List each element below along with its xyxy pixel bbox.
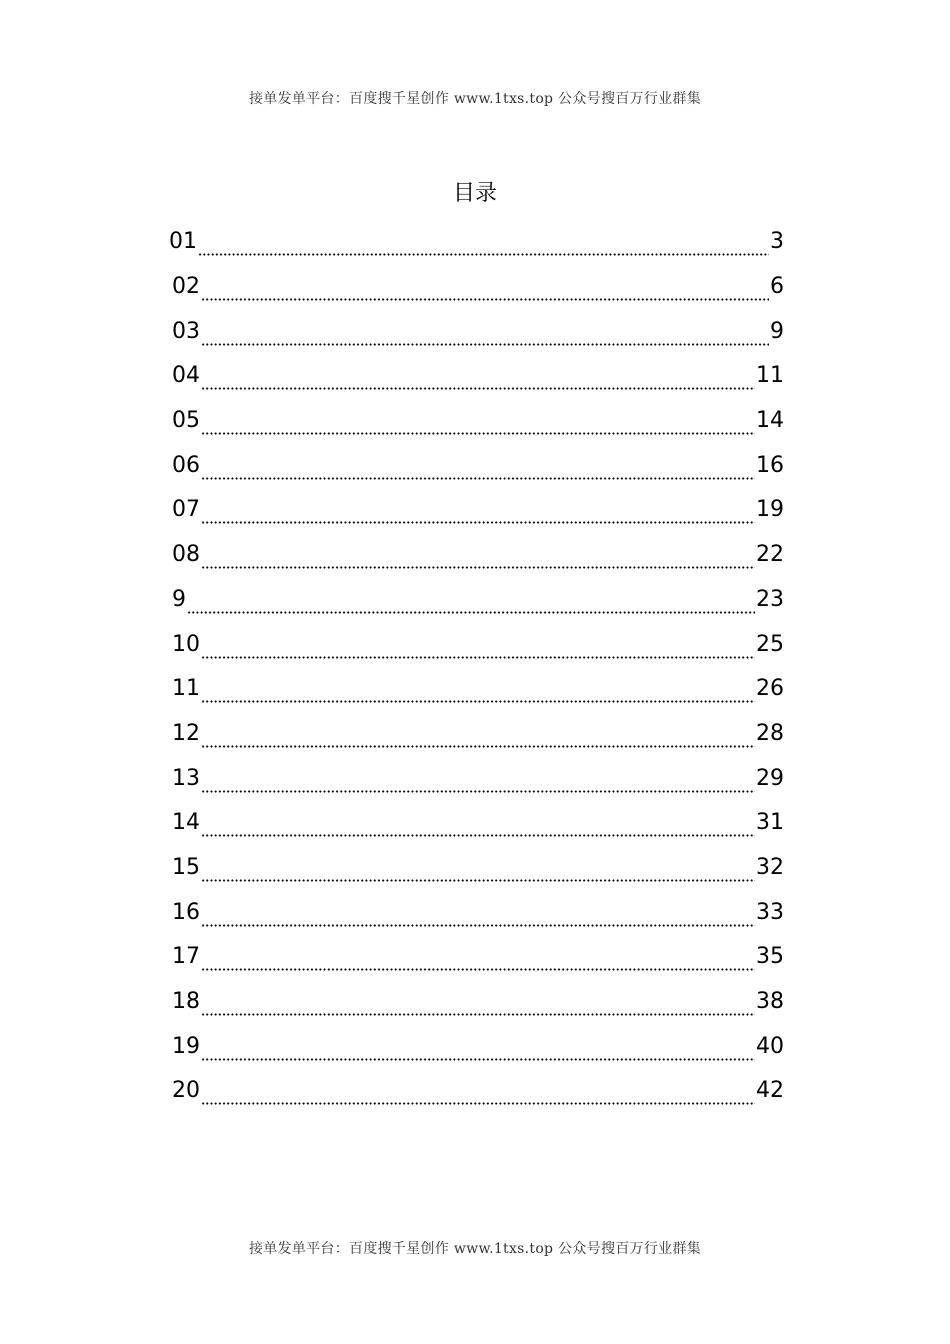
toc-entry[interactable]: [172, 309, 784, 354]
toc-entry[interactable]: [172, 712, 784, 757]
toc-dot-leader: [201, 1047, 755, 1061]
toc-dot-leader: [201, 466, 755, 480]
toc-dot-leader: [201, 645, 755, 659]
toc-entry-page: 35: [756, 944, 784, 970]
toc-entry-label: 06: [172, 452, 200, 478]
toc-entry-page: 3: [770, 229, 784, 255]
toc-entry[interactable]: [172, 980, 784, 1025]
toc-dot-leader: [201, 421, 755, 435]
toc-entry[interactable]: [172, 265, 784, 310]
toc-entry-page: 16: [756, 452, 784, 478]
toc-entry-label: 13: [172, 765, 200, 791]
toc-entry-label: 08: [172, 542, 200, 568]
toc-entry[interactable]: [172, 935, 784, 980]
toc-list: [169, 220, 784, 1114]
toc-entry[interactable]: [172, 1024, 784, 1069]
toc-entry-page: 6: [770, 274, 784, 300]
toc-entry-page: 25: [756, 631, 784, 657]
toc-entry[interactable]: [172, 667, 784, 712]
toc-entry-label: 16: [172, 899, 200, 925]
toc-entry-page: 14: [756, 408, 784, 434]
toc-dot-leader: [201, 913, 755, 927]
toc-entry[interactable]: [172, 756, 784, 801]
toc-entry-page: 23: [756, 586, 784, 612]
toc-entry-page: 26: [756, 676, 784, 702]
toc-entry-page: 38: [756, 989, 784, 1015]
toc-entry[interactable]: [172, 578, 784, 623]
toc-title: 目录: [452, 181, 497, 206]
toc-entry-label: 11: [172, 676, 200, 702]
toc-dot-leader: [201, 1091, 755, 1105]
toc-entry-page: 42: [756, 1078, 784, 1104]
toc-entry-page: 31: [756, 810, 784, 836]
toc-dot-leader: [201, 689, 755, 703]
toc-dot-leader: [201, 823, 755, 837]
toc-entry-label: 14: [172, 810, 200, 836]
toc-entry[interactable]: [172, 846, 784, 891]
toc-dot-leader: [201, 734, 755, 748]
toc-entry-page: 22: [756, 542, 784, 568]
toc-entry-page: 9: [770, 318, 784, 344]
toc-entry-page: 32: [756, 854, 784, 880]
toc-dot-leader: [201, 957, 755, 971]
toc-entry-label: 15: [172, 854, 200, 880]
toc-entry[interactable]: [172, 533, 784, 578]
toc-entry-page: 28: [756, 720, 784, 746]
toc-entry-label: 9: [172, 586, 186, 612]
toc-dot-leader: [201, 555, 755, 569]
page-footer-watermark: 接单发单平台：百度搜千星创作 www.1txs.top 公众号搜百万行业群集: [248, 1241, 702, 1257]
toc-dot-leader: [201, 332, 769, 346]
toc-dot-leader: [201, 510, 755, 524]
toc-entry[interactable]: [172, 890, 784, 935]
toc-dot-leader: [198, 242, 769, 256]
toc-entry-page: 19: [756, 497, 784, 523]
toc-entry-label: 05: [172, 408, 200, 434]
toc-dot-leader: [201, 779, 755, 793]
toc-entry-label: 03: [172, 318, 200, 344]
toc-entry[interactable]: [172, 443, 784, 488]
toc-entry[interactable]: [172, 354, 784, 399]
toc-entry-label: 18: [172, 989, 200, 1015]
toc-entry[interactable]: [172, 622, 784, 667]
toc-entry-label: 02: [172, 274, 200, 300]
toc-entry-label: 19: [172, 1033, 200, 1059]
toc-dot-leader: [201, 376, 755, 390]
toc-entry[interactable]: [172, 1069, 784, 1114]
toc-entry-page: 29: [756, 765, 784, 791]
toc-entry-label: 01: [169, 229, 197, 255]
toc-entry-page: 11: [756, 363, 784, 389]
toc-entry[interactable]: [169, 220, 784, 265]
toc-entry[interactable]: [172, 801, 784, 846]
toc-entry-label: 04: [172, 363, 200, 389]
toc-entry[interactable]: [172, 488, 784, 533]
toc-entry[interactable]: [172, 399, 784, 444]
toc-dot-leader: [187, 600, 755, 614]
page-header-watermark: 接单发单平台：百度搜千星创作 www.1txs.top 公众号搜百万行业群集: [248, 91, 702, 107]
toc-entry-label: 20: [172, 1078, 200, 1104]
toc-dot-leader: [201, 1002, 755, 1016]
toc-entry-page: 40: [756, 1033, 784, 1059]
toc-entry-page: 33: [756, 899, 784, 925]
toc-entry-label: 07: [172, 497, 200, 523]
toc-entry-label: 12: [172, 720, 200, 746]
toc-entry-label: 10: [172, 631, 200, 657]
toc-entry-label: 17: [172, 944, 200, 970]
toc-dot-leader: [201, 868, 755, 882]
toc-dot-leader: [201, 287, 769, 301]
